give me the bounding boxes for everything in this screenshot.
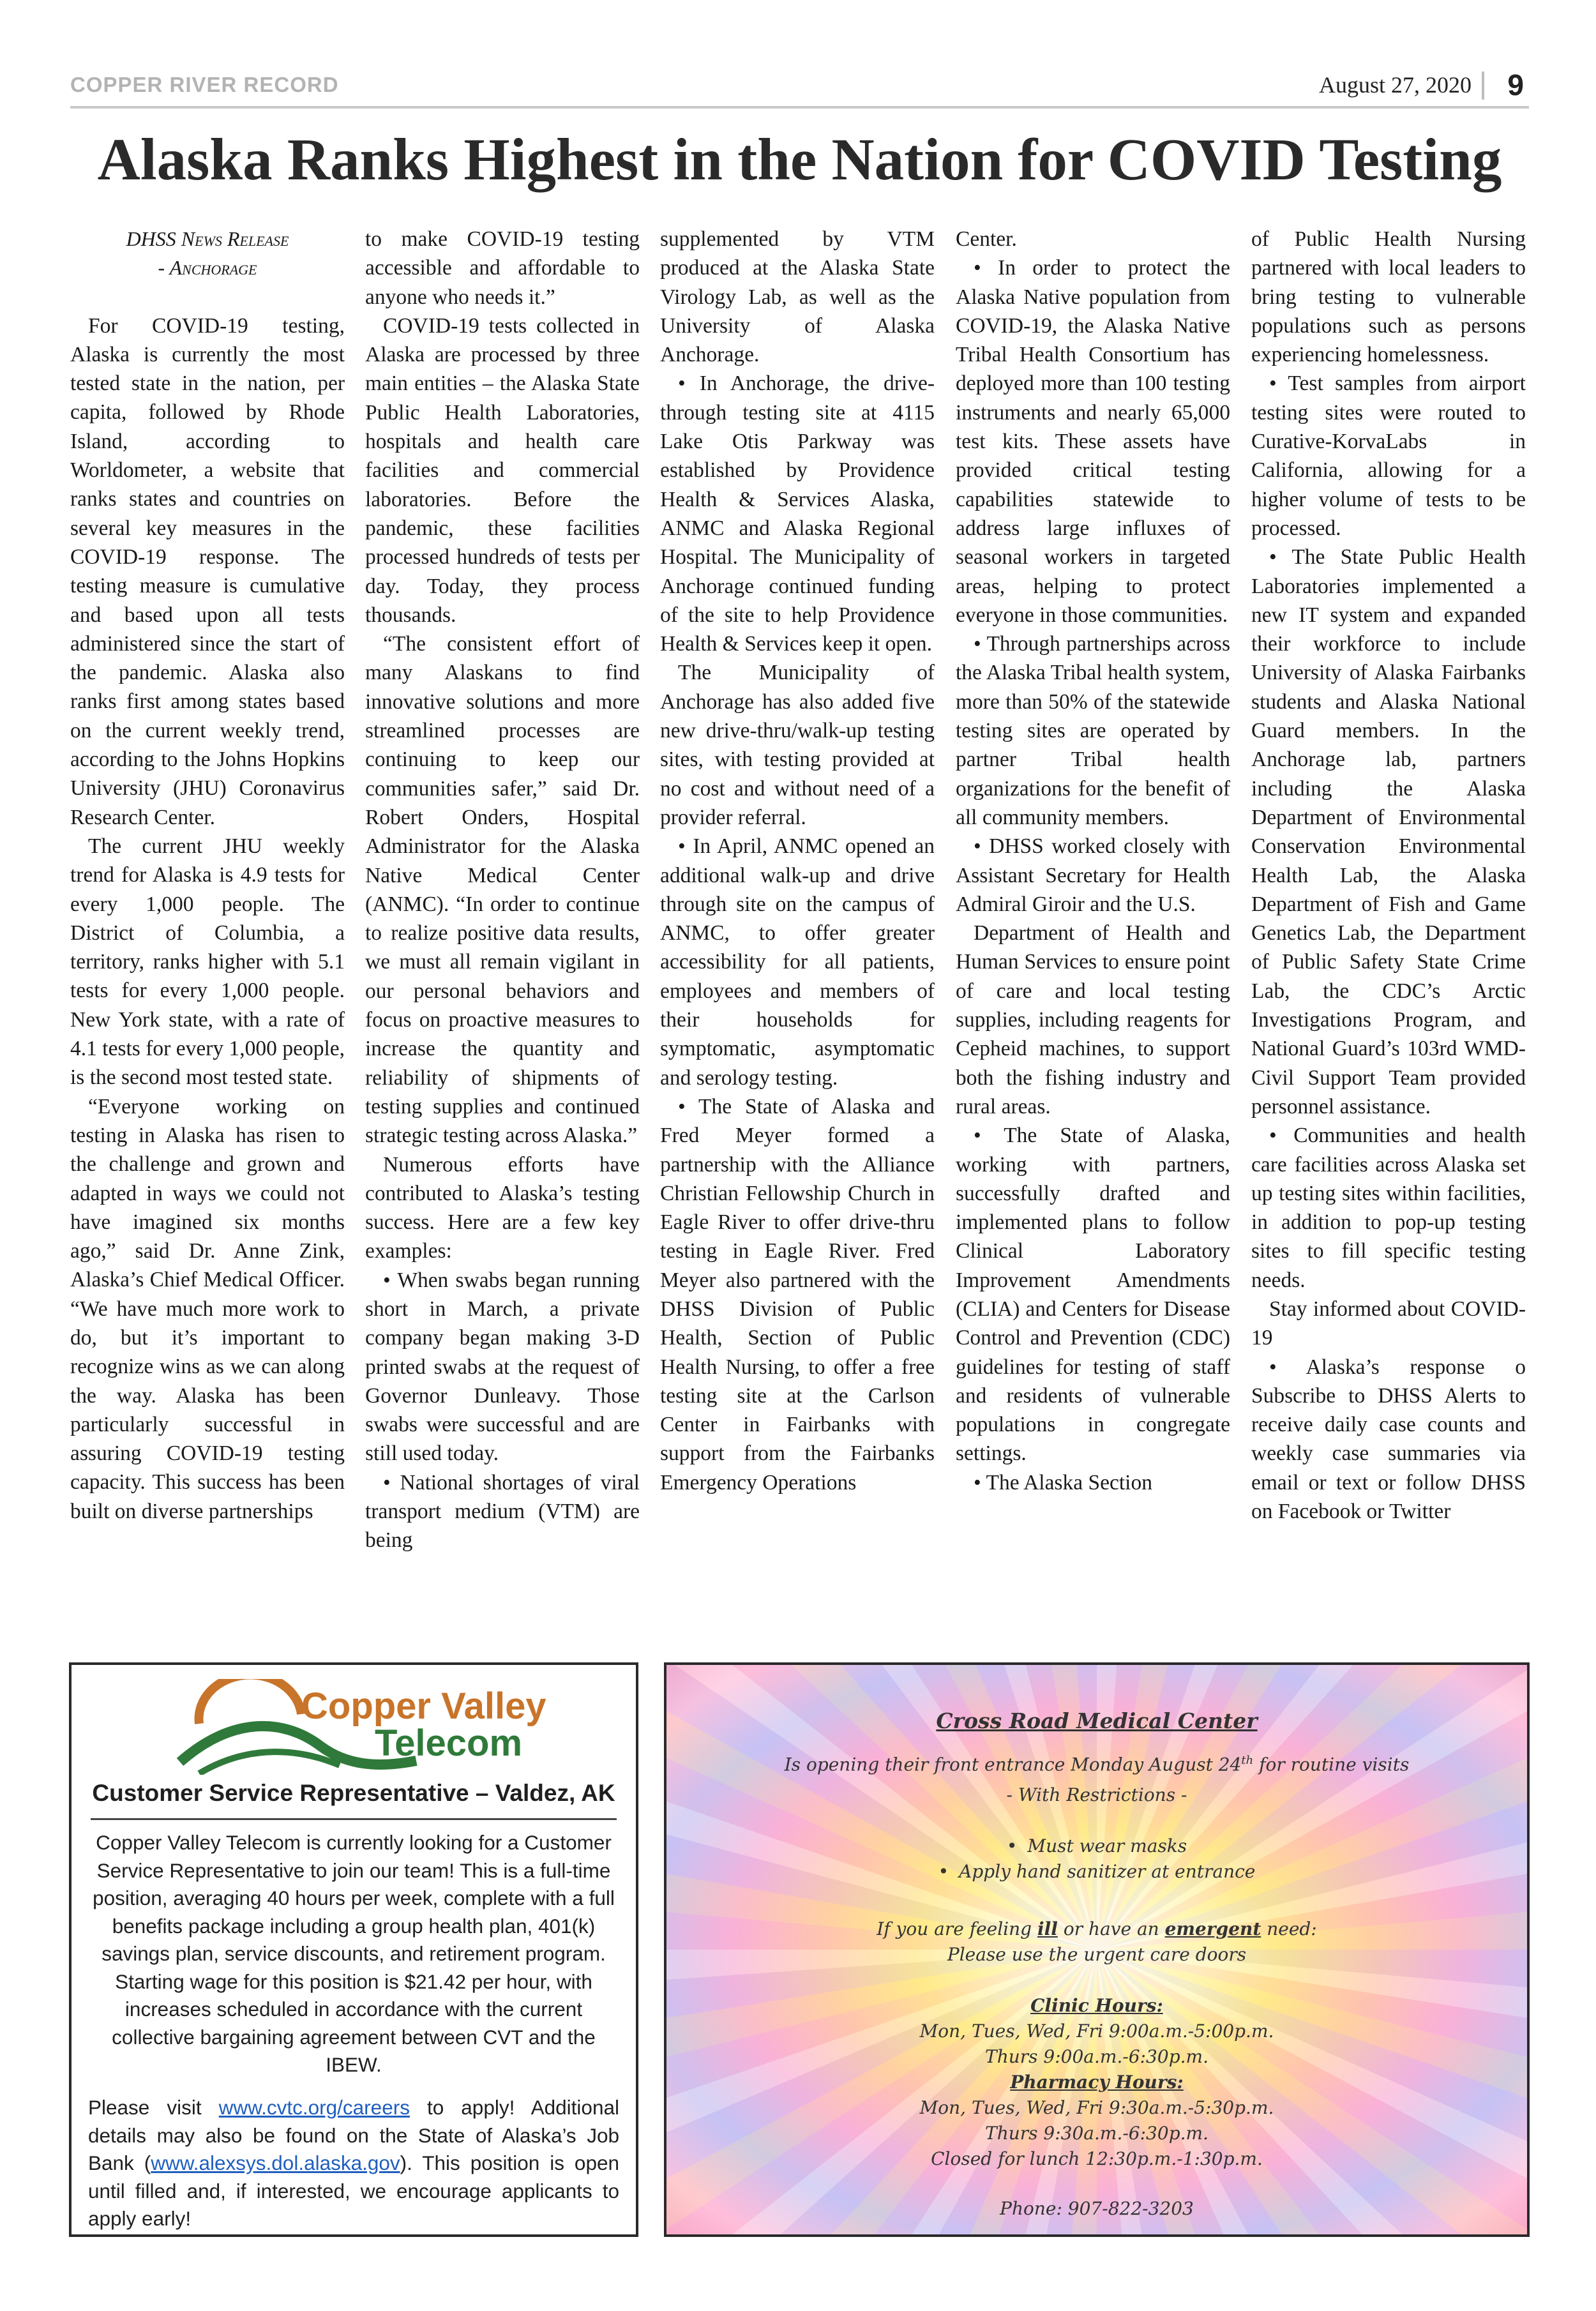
ill-notice bbox=[666, 1916, 1527, 1942]
opening-text: for routine visits bbox=[1253, 1754, 1410, 1775]
bullet-text: Apply hand sanitizer at entrance bbox=[959, 1861, 1256, 1882]
bullet-item: • Apply hand sanitizer at entrance bbox=[938, 1861, 1256, 1882]
page-separator bbox=[1482, 72, 1484, 100]
bullet-paragraph: • In order to protect the Alaska Native population from COVID-19, the Alaska Native Tribal Health Consortium has deployed more than 100 testing instruments and nearly 65,000 test kits. These assets have provided critical testing capabilities statewide to address large influxes of seasonal workers in targeted areas, helping to protect everyone in those communities. bbox=[956, 256, 1230, 627]
bullet-paragraph: • Test samples from airport testing sites were routed to Curative-KorvaLabs in California, allowing for a higher volume of tests to be processed. bbox=[1251, 372, 1526, 540]
ill-text: need: bbox=[1261, 1918, 1317, 1939]
apply-text: ). This position is open until filled and, if interested, we encourage applicants to apply early! bbox=[88, 2151, 619, 2230]
emergent-emphasis: emergent bbox=[1164, 1918, 1261, 1939]
paragraph: The current JHU weekly trend for Alaska is 4.9 tests for every 1,000 people. The District of Columbia, a territory, ranks higher with 5.1 tests for every 1,000 people. New York state, with a rate of 4.1 tests for every 1,000 people, is the second most tested state. bbox=[70, 834, 345, 1090]
job-description: Copper Valley Telecom is currently looking for a Customer Service Representative to join our team! This is a full-time position, averaging 40 hours per week, complete with a full benefits package including a group health plan, 401(k) savings plan, service discounts, and retirement program. Starting wage for this position is $21.42 per hour, with increases scheduled in accordance with the current collective bargaining agreement between CVT and the IBEW. bbox=[93, 1831, 615, 2076]
bullet-paragraph: • Alaska’s response o Subscribe to DHSS Alerts to receive daily case counts and weekly case summaries via email or text or follow DHSS on Facebook or Twitter bbox=[1251, 1355, 1526, 1524]
bullet-paragraph: • The State of Alaska, working with partners, successfully drafted and implemented plans to follow Clinical Laboratory Improvement Amendments (CLIA) and Centers for Disease Control and Prevention (CDC) guidelines for testing of staff and residents of vulnerable populations in congregate settings. bbox=[956, 1124, 1230, 1466]
ill-emphasis: ill bbox=[1037, 1918, 1058, 1939]
job-bank-link[interactable]: www.alexsys.dol.alaska.gov bbox=[151, 2151, 400, 2174]
careers-link[interactable]: www.cvtc.org/careers bbox=[218, 2096, 410, 2119]
bullet-text: Must wear masks bbox=[1027, 1835, 1187, 1856]
bullet-paragraph: • The State Public Health Laboratories implemented a new IT system and expanded their workforce to include University of Alaska Fairbanks students and Alaska National Guard members. In the Anchorage lab, partners including the Alaska Department of Environmental Conservation Environmental Health Lab, the Alaska Department of Fish and Game Genetics Lab, the Department of Public Safety State Crime Lab, the CDC’s Arctic Investigations Program, and National Guard’s 103rd WMD-Civil Support Team provided personnel assistance. bbox=[1251, 545, 1526, 1118]
article-column-5 bbox=[1251, 225, 1526, 1526]
ill-text: If you are feeling bbox=[877, 1918, 1037, 1939]
paragraph: Department of Health and Human Services to ensure point of care and local testing supplies, including reagents for Cepheid machines, to support both the fishing industry and rural areas. bbox=[956, 921, 1230, 1118]
issue-date: August 27, 2020 bbox=[1318, 72, 1472, 98]
article-column-3 bbox=[660, 225, 935, 1497]
article-column-1 bbox=[70, 225, 345, 1526]
ad-title: Cross Road Medical Center bbox=[936, 1708, 1258, 1733]
copper-valley-telecom-ad bbox=[69, 1662, 638, 2237]
bullet-item: • Must wear masks bbox=[1006, 1835, 1187, 1856]
bullet-paragraph: • DHSS worked closely with Assistant Secretary for Health Admiral Giroir and the U.S. bbox=[956, 834, 1230, 916]
logo-text-2: Telecom bbox=[375, 1722, 523, 1764]
restrictions-note: - With Restrictions - bbox=[1006, 1784, 1187, 1805]
apply-text: to apply! Additional details may also be found on the State of Alaska’s Job Bank ( bbox=[88, 2096, 619, 2174]
bullet-paragraph: • In Anchorage, the drive-through testing site at 4115 Lake Otis Parkway was established by Providence Health & Services Alaska, ANMC and Alaska Regional Hospital. The Municipality of Anchorage continued funding of the site to help Providence Health & Services keep it open. bbox=[660, 372, 935, 656]
clinic-hours-label: Clinic Hours: bbox=[1030, 1995, 1163, 2016]
paragraph: “The consistent effort of many Alaskans to find innovative solutions and more streamlined processes are continuing to keep our communities safer,” said Dr. Robert Onders, Hospital Administrator for the Alaska Native Medical Center (ANMC). “In order to continue to realize positive data results, we must all remain vigilant in our personal behaviors and focus on proactive measures to increase the quantity and reliability of shipments of testing supplies and continued strategic testing across Alaska.” bbox=[365, 632, 640, 1148]
bullet-paragraph: • National shortages of viral transport medium (VTM) are being bbox=[365, 1470, 640, 1553]
paragraph: COVID-19 tests collected in Alaska are processed by three main entities – the Alaska State Public Health Laboratories, hospitals and health care facilities and commercial laboratories. Before the pandemic, these facilities processed hundreds of tests per day. Today, they process thousands. bbox=[365, 313, 640, 627]
clinic-hours-line: Thurs 9:00a.m.-6:30p.m. bbox=[985, 2046, 1208, 2067]
phone-number: Phone: 907-822-3203 bbox=[1000, 2198, 1194, 2219]
page-number: 9 bbox=[1507, 68, 1524, 102]
paragraph: Center. bbox=[956, 227, 1017, 251]
copper-valley-telecom-logo bbox=[174, 1679, 569, 1775]
apply-text: Please visit bbox=[88, 2096, 219, 2119]
job-title: Customer Service Representative – Valdez, AK bbox=[92, 1780, 615, 1806]
bullet-paragraph: • Communities and health care facilities across Alaska set up testing sites within facilities, in addition to pop-up testing sites to fill specific testing needs. bbox=[1251, 1124, 1526, 1292]
bullet-paragraph: • When swabs began running short in March, a private company began making 3-D printed swabs at the request of Governor Dunleavy. Those swabs were successful and are still used today. bbox=[365, 1268, 640, 1466]
article-column-4 bbox=[956, 225, 1230, 1497]
article-headline: Alaska Ranks Highest in the Nation for COVID Testing bbox=[97, 127, 1502, 193]
publication-name: COPPER RIVER RECORD bbox=[70, 73, 339, 96]
opening-notice bbox=[666, 1748, 1527, 1777]
paragraph: “Everyone working on testing in Alaska has risen to the challenge and grown and adapted in ways we could not have imagined six months ago,” said Dr. Anne Zink, Alaska’s Chief Medical Officer. “We have much more work to do, but it’s important to recognize wins as we can along the way. Alaska has been particularly successful in assuring COVID-19 testing capacity. This success has been built on diverse partnerships bbox=[70, 1094, 345, 1523]
urgent-care-note: Please use the urgent care doors bbox=[947, 1944, 1247, 1965]
opening-text: Is opening their front entrance Monday August 24 bbox=[784, 1754, 1242, 1775]
paragraph: of Public Health Nursing partnered with local leaders to bring testing to vulnerable populations such as persons experiencing homelessness. bbox=[1251, 227, 1526, 367]
paragraph: supplemented by VTM produced at the Alaska State Virology Lab, as well as the University of Alaska Anchorage. bbox=[660, 227, 935, 367]
bullet-paragraph: • The State of Alaska and Fred Meyer formed a partnership with the Alliance Christian Fellowship Church in Eagle River to offer drive-thru testing in Eagle River. Fred Meyer also partnered with the DHSS Division of Public Health, Section of Public Health Nursing, to offer a free testing site at the Carlson Center in Fairbanks with support from the Fairbanks Emergency Operations bbox=[660, 1094, 935, 1494]
bullet-paragraph: • In April, ANMC opened an additional walk-up and drive through site on the campus of ANMC, to offer greater accessibility for all patients, employees and members of their households for symptomatic, asymptomatic and serology testing. bbox=[660, 834, 935, 1090]
apply-instructions bbox=[88, 2094, 619, 2233]
logo-text-1: Copper Valley bbox=[301, 1685, 546, 1727]
ill-text: or have an bbox=[1057, 1918, 1165, 1939]
byline-source: DHSS News Release bbox=[126, 227, 289, 250]
bullet-paragraph: • Through partnerships across the Alaska Tribal health system, more than 50% of the statewide testing sites are operated by partner Tribal health organizations for the benefit of all community members. bbox=[956, 632, 1230, 829]
pharmacy-hours-line: Thurs 9:30a.m.-6:30p.m. bbox=[985, 2123, 1208, 2144]
paragraph: Stay informed about COVID-19 bbox=[1251, 1297, 1526, 1350]
paragraph: Numerous efforts have contributed to Alaska’s testing success. Here are a few key examples: bbox=[365, 1152, 640, 1263]
masthead bbox=[70, 66, 1529, 109]
bullet-paragraph: • The Alaska Section bbox=[974, 1470, 1152, 1494]
article-column-2 bbox=[365, 225, 640, 1555]
clinic-hours-line: Mon, Tues, Wed, Fri 9:00a.m.-5:00p.m. bbox=[919, 2021, 1274, 2042]
lunch-closure: Closed for lunch 12:30p.m.-1:30p.m. bbox=[931, 2148, 1263, 2169]
byline-location: - Anchorage bbox=[158, 256, 257, 280]
pharmacy-hours-label: Pharmacy Hours: bbox=[1010, 2072, 1184, 2093]
paragraph: For COVID-19 testing, Alaska is currently the most tested state in the nation, per capita, followed by Rhode Island, according to Worldometer, a website that ranks states and countries on several key measures in the COVID-19 response. The testing measure is cumulative and based upon all tests administered since the start of the pandemic. Alaska also ranks first among states based on the current weekly trend, according to the Johns Hopkins University (JHU) Coronavirus Research Center. bbox=[70, 313, 345, 829]
cross-road-medical-center-ad bbox=[664, 1662, 1530, 2237]
paragraph: The Municipality of Anchorage has also added five new drive-thru/walk-up testing sites, with testing provided at no cost and without need of a provider referral. bbox=[660, 661, 935, 829]
divider bbox=[91, 1818, 617, 1820]
pharmacy-hours-line: Mon, Tues, Wed, Fri 9:30a.m.-5:30p.m. bbox=[919, 2097, 1274, 2118]
paragraph: to make COVID-19 testing accessible and affordable to anyone who needs it.” bbox=[365, 227, 640, 309]
ordinal-suffix: th bbox=[1241, 1754, 1254, 1767]
